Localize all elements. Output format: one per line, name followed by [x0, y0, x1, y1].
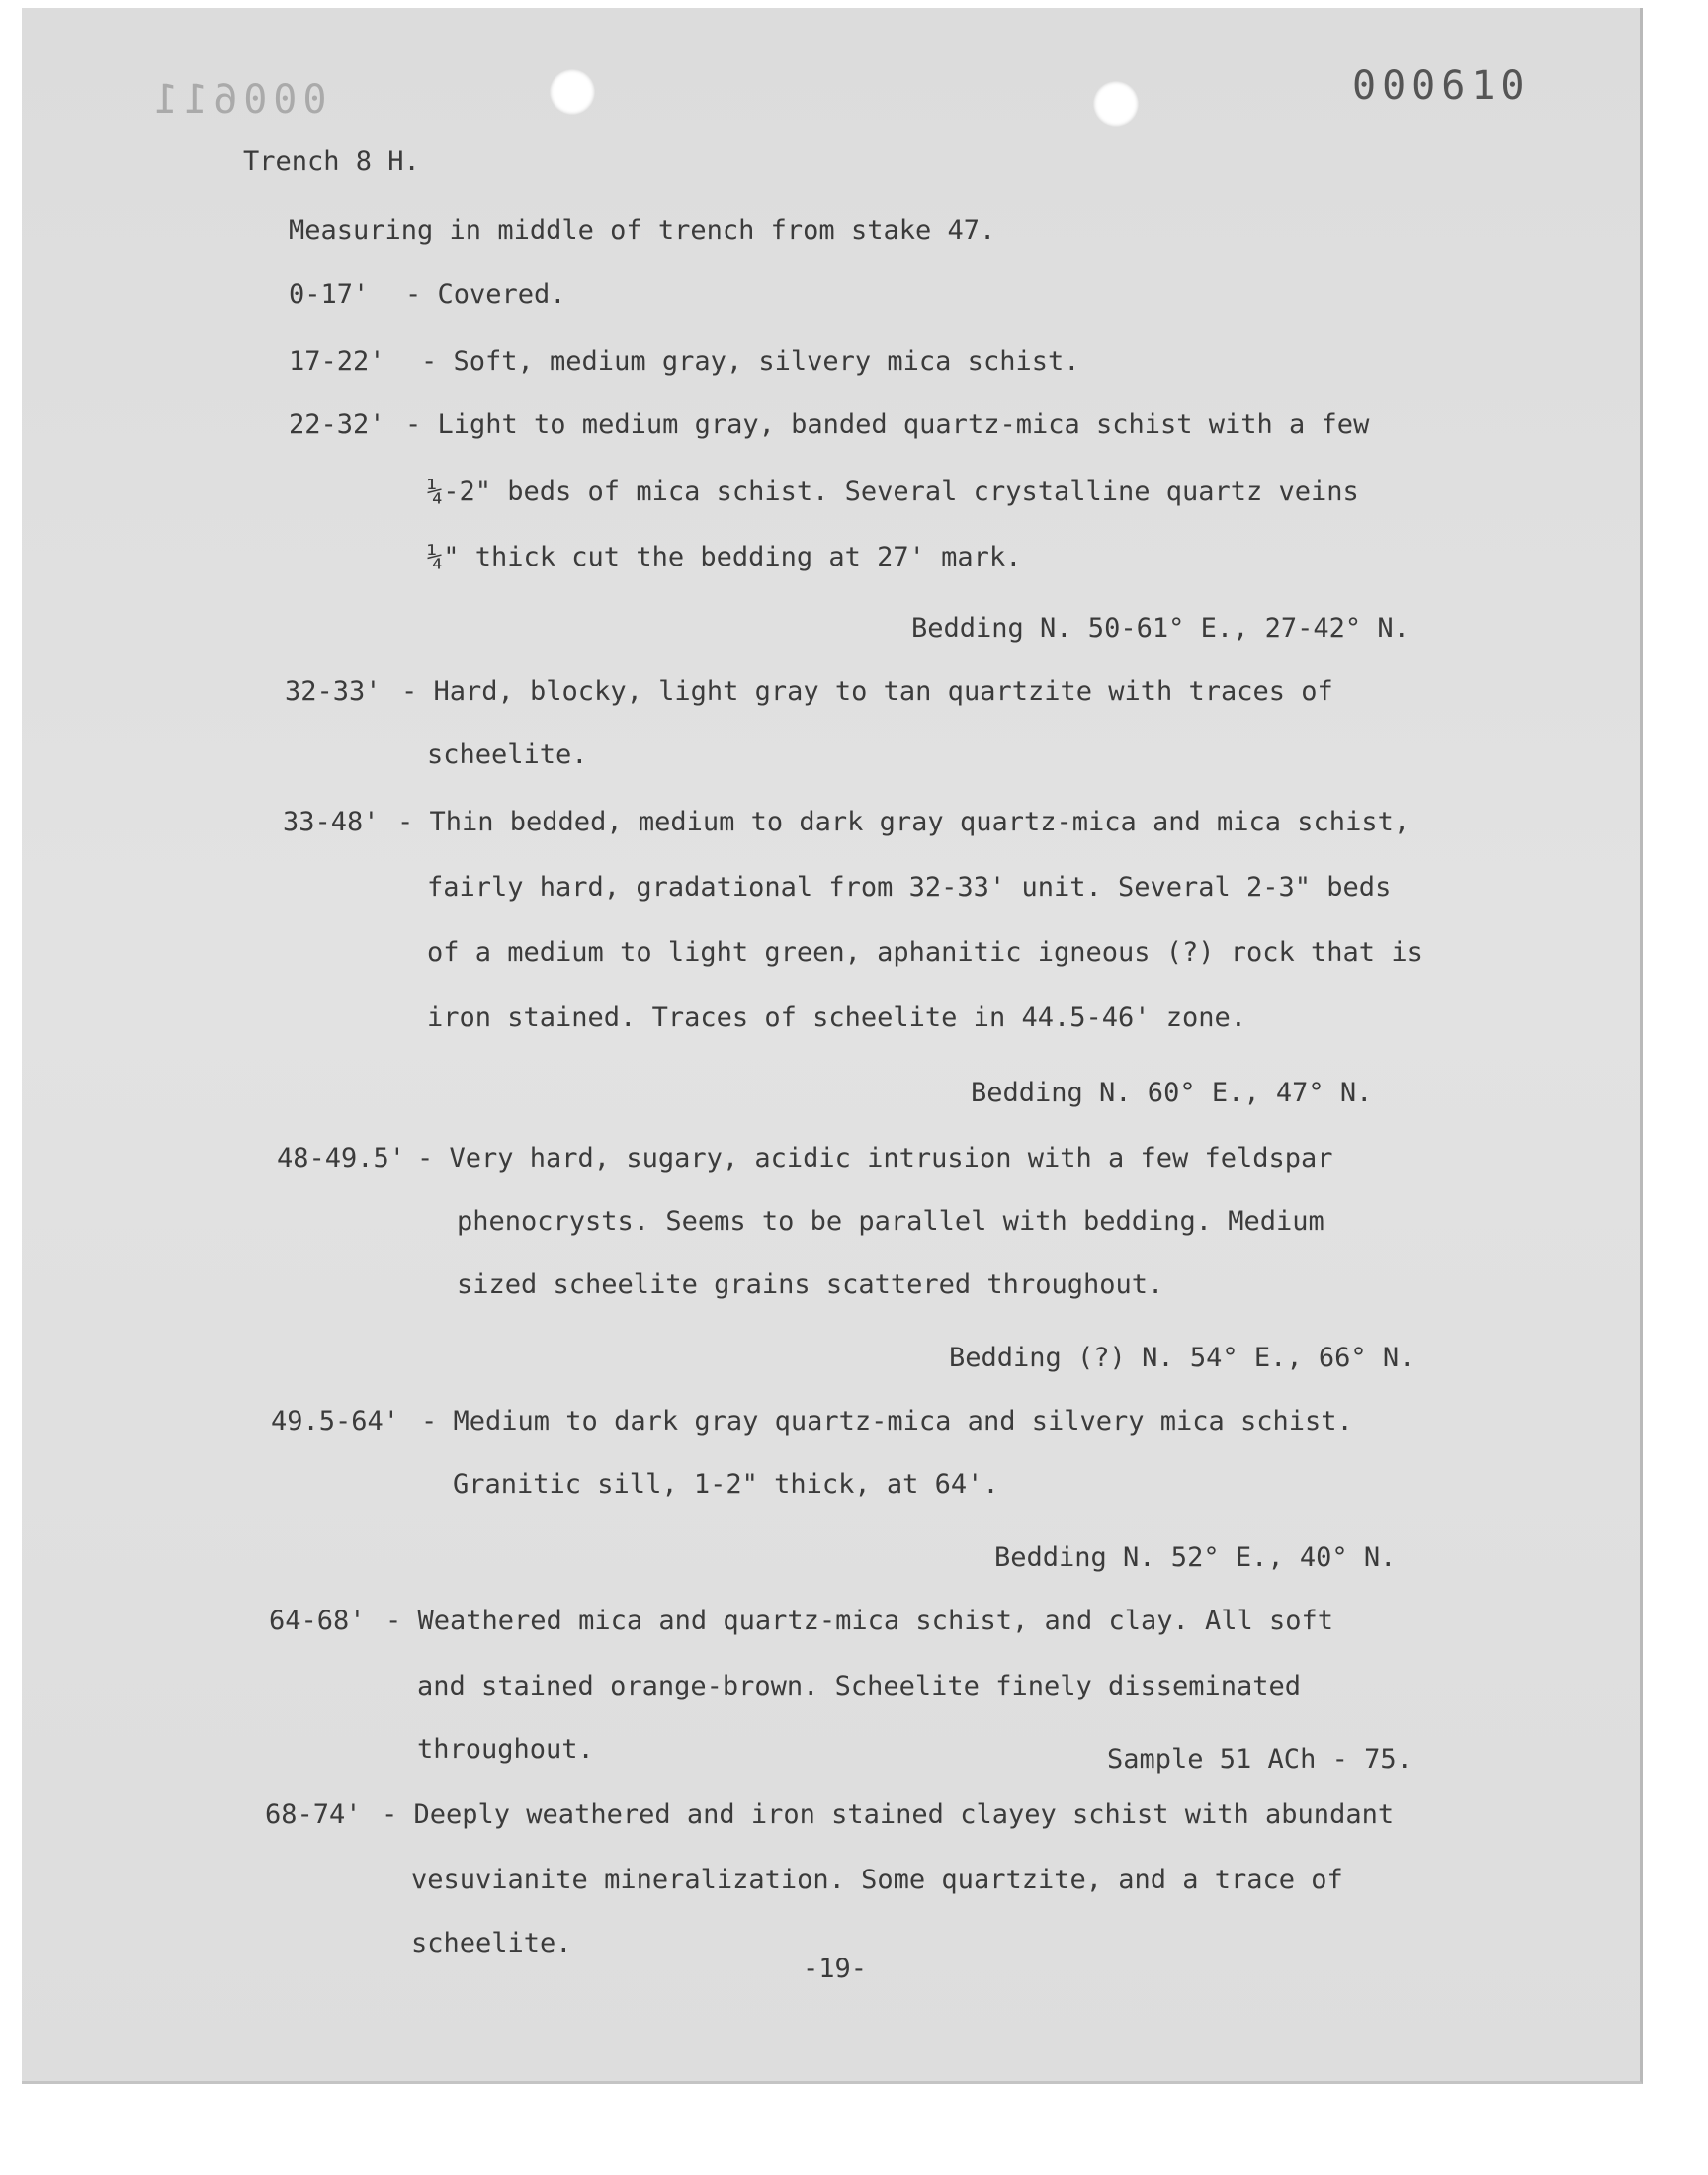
- intro-text: Measuring in middle of trench from stake 47.: [289, 216, 996, 246]
- entry-line: ¼" thick cut the bedding at 27' mark.: [427, 542, 1022, 572]
- entry-range: 68-74': [265, 1799, 362, 1830]
- document-page: [22, 8, 1643, 2084]
- entry-line: sized scheelite grains scattered throughout.: [457, 1269, 1164, 1300]
- entry-line: and stained orange-brown. Scheelite finely disseminated: [417, 1671, 1302, 1701]
- page-title: Trench 8 H.: [243, 146, 420, 177]
- entry-line: - Soft, medium gray, silvery mica schist.: [421, 346, 1080, 377]
- entry-line: iron stained. Traces of scheelite in 44.5-46' zone.: [427, 1002, 1247, 1033]
- bleed-through-stamp: 000611: [148, 77, 327, 123]
- entry-line: phenocrysts. Seems to be parallel with bedding. Medium: [457, 1206, 1324, 1237]
- bedding-note: Bedding N. 52° E., 40° N.: [994, 1542, 1397, 1573]
- entry-line: vesuvianite mineralization. Some quartzite, and a trace of: [411, 1865, 1343, 1895]
- entry-line: - Hard, blocky, light gray to tan quartzite with traces of: [401, 676, 1333, 707]
- bedding-note: Bedding N. 50-61° E., 27-42° N.: [911, 613, 1409, 644]
- entry-line: scheelite.: [427, 740, 588, 770]
- entry-line: - Deeply weathered and iron stained clayey schist with abundant: [382, 1799, 1395, 1830]
- entry-line: - Covered.: [405, 279, 566, 309]
- entry-range: 64-68': [269, 1606, 366, 1636]
- entry-line: - Thin bedded, medium to dark gray quartz-mica and mica schist,: [397, 807, 1410, 837]
- entry-range: 22-32': [289, 409, 385, 440]
- entry-line: throughout.: [417, 1734, 594, 1765]
- entry-line: - Very hard, sugary, acidic intrusion with a few feldspar: [417, 1143, 1333, 1174]
- entry-line: ¼-2" beds of mica schist. Several crystalline quartz veins: [427, 477, 1359, 507]
- entry-line: scheelite.: [411, 1928, 572, 1958]
- punch-hole: [1093, 81, 1139, 127]
- entry-line: - Medium to dark gray quartz-mica and silvery mica schist.: [421, 1406, 1353, 1436]
- entry-line: of a medium to light green, aphanitic igneous (?) rock that is: [427, 937, 1423, 968]
- bedding-note: Bedding (?) N. 54° E., 66° N.: [949, 1343, 1415, 1373]
- entry-range: 17-22': [289, 346, 385, 377]
- entry-range: 0-17': [289, 279, 370, 309]
- sample-note: Sample 51 ACh - 75.: [1107, 1744, 1412, 1775]
- entry-range: 49.5-64': [271, 1406, 400, 1436]
- entry-range: 33-48': [283, 807, 380, 837]
- entry-line: - Light to medium gray, banded quartz-mica schist with a few: [405, 409, 1370, 440]
- page-number: -19-: [803, 1954, 868, 1984]
- punch-hole: [550, 69, 595, 115]
- document-stamp-number: 000610: [1352, 63, 1531, 109]
- entry-range: 32-33': [285, 676, 382, 707]
- entry-range: 48-49.5': [277, 1143, 406, 1174]
- entry-line: fairly hard, gradational from 32-33' unit. Several 2-3" beds: [427, 872, 1392, 903]
- entry-line: Granitic sill, 1-2" thick, at 64'.: [453, 1469, 999, 1500]
- entry-line: - Weathered mica and quartz-mica schist, and clay. All soft: [385, 1606, 1334, 1636]
- bedding-note: Bedding N. 60° E., 47° N.: [971, 1078, 1373, 1108]
